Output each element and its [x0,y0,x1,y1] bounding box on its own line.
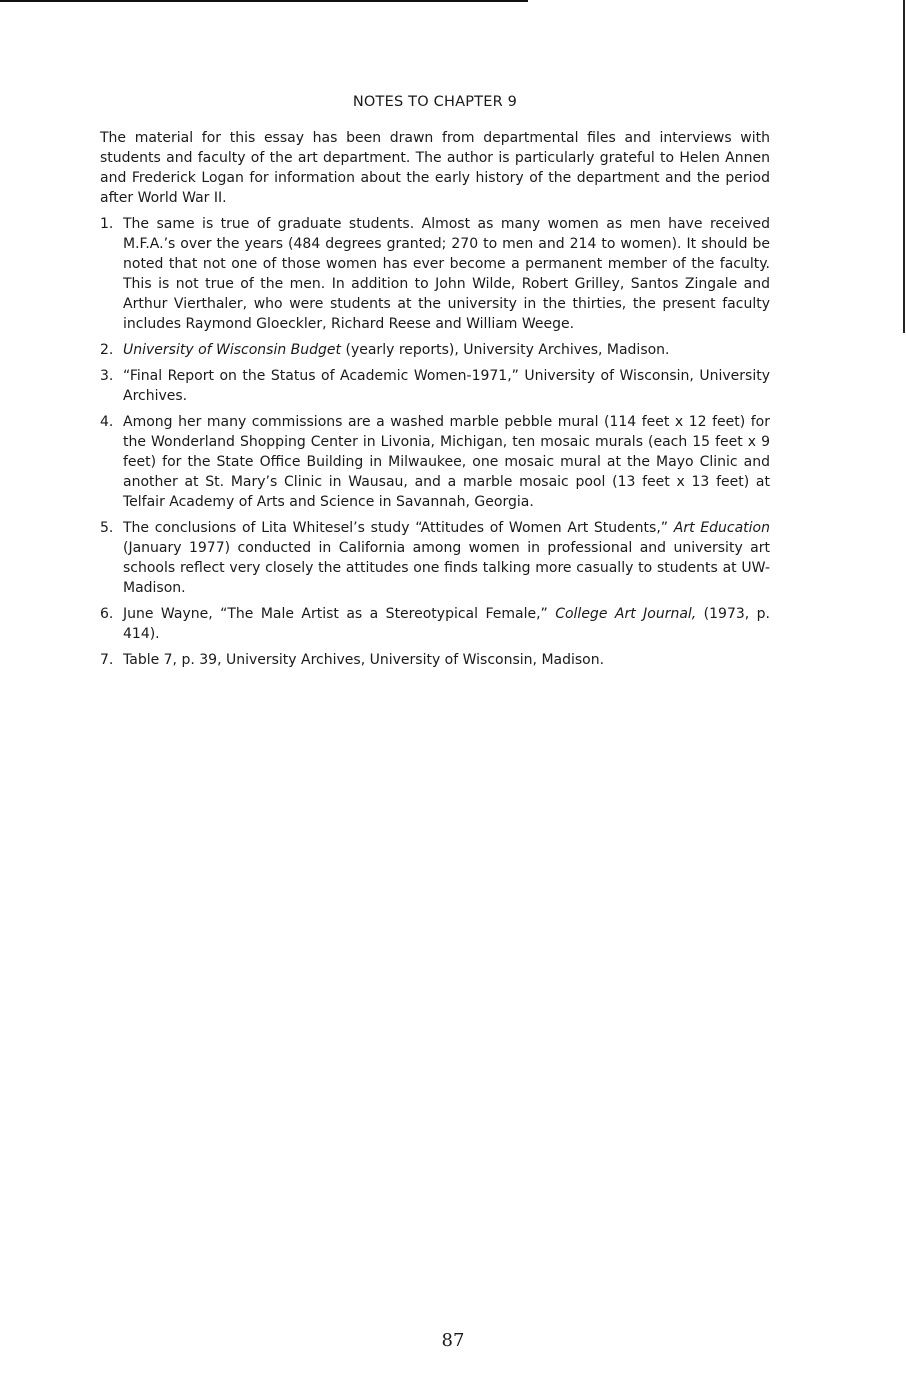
note-item-6 [100,604,770,644]
top-border-line [0,0,528,2]
note-title: Art Education [673,520,770,536]
page-title: NOTES TO CHAPTER 9 [352,94,518,110]
note-text: Table 7, p. 39, University Archives, University of Wisconsin, Madison. [123,652,605,668]
note-text: The same is true of graduate students. Almost as many women as men have received M.F.A.’s over the years (484 degrees granted; 270 to men and 214 to women). It should be noted that not one of those women has ever become a permanent member of the faculty. This is not true of the men. In addition to John Wilde, Robert Grilley, Santos Zingale and Arthur Vierthaler, who were students at the university in the thirties, the present faculty includes Raymond Gloeckler, Richard Reese and William Weege. [123,216,770,332]
note-number: 3. [100,368,114,384]
notes-page [100,92,770,676]
note-item-3 [100,366,770,406]
note-item-4 [100,412,770,512]
note-title: University of Wisconsin Budget [123,342,342,358]
note-number: 2. [100,342,114,358]
page-edge-line [903,0,905,333]
note-item-1 [100,214,770,334]
note-text-continued: (1973, p. 414). [123,606,770,642]
note-text: (yearly reports), University Archives, Madison. [341,342,670,358]
note-text: Among her many commissions are a washed marble pebble mural (114 feet x 12 feet) for the Wonderland Shopping Center in Livonia, Michigan, ten mosaic murals (each 15 feet x 9 feet) for the State Office Building in Milwaukee, one mosaic mural at the Mayo Clinic and another at St. Mary’s Clinic in Wausau, and a marble mosaic pool (13 feet x 13 feet) at Telfair Academy of Arts and Science in Savannah, Georgia. [123,414,770,510]
note-number: 4. [100,414,114,430]
note-text-continued: (January 1977) conducted in California among women in professional and university art schools reflect very closely the attitudes one finds talking more casually to students at UW-Madison. [123,540,770,596]
note-text: June Wayne, “The Male Artist as a Stereotypical Female,” [123,606,556,622]
note-number: 6. [100,606,114,622]
intro-paragraph: The material for this essay has been drawn from departmental files and interviews with students and faculty of the art department. The author is particularly grateful to Helen Annen and Frederick Logan for information about the early history of the department and the period after World War II. [100,130,770,206]
note-item-2 [100,340,770,360]
note-text: The conclusions of Lita Whitesel’s study “Attitudes of Women Art Students,” [123,520,674,536]
note-text: “Final Report on the Status of Academic Women-1971,” University of Wisconsin, University Archives. [123,368,770,404]
note-number: 1. [100,216,114,232]
note-title: College Art Journal, [555,606,697,622]
note-item-7 [100,650,770,670]
notes-list [100,214,770,670]
note-number: 5. [100,520,114,536]
page-number: 87 [441,1330,465,1351]
note-item-5 [100,518,770,598]
note-number: 7. [100,652,114,668]
